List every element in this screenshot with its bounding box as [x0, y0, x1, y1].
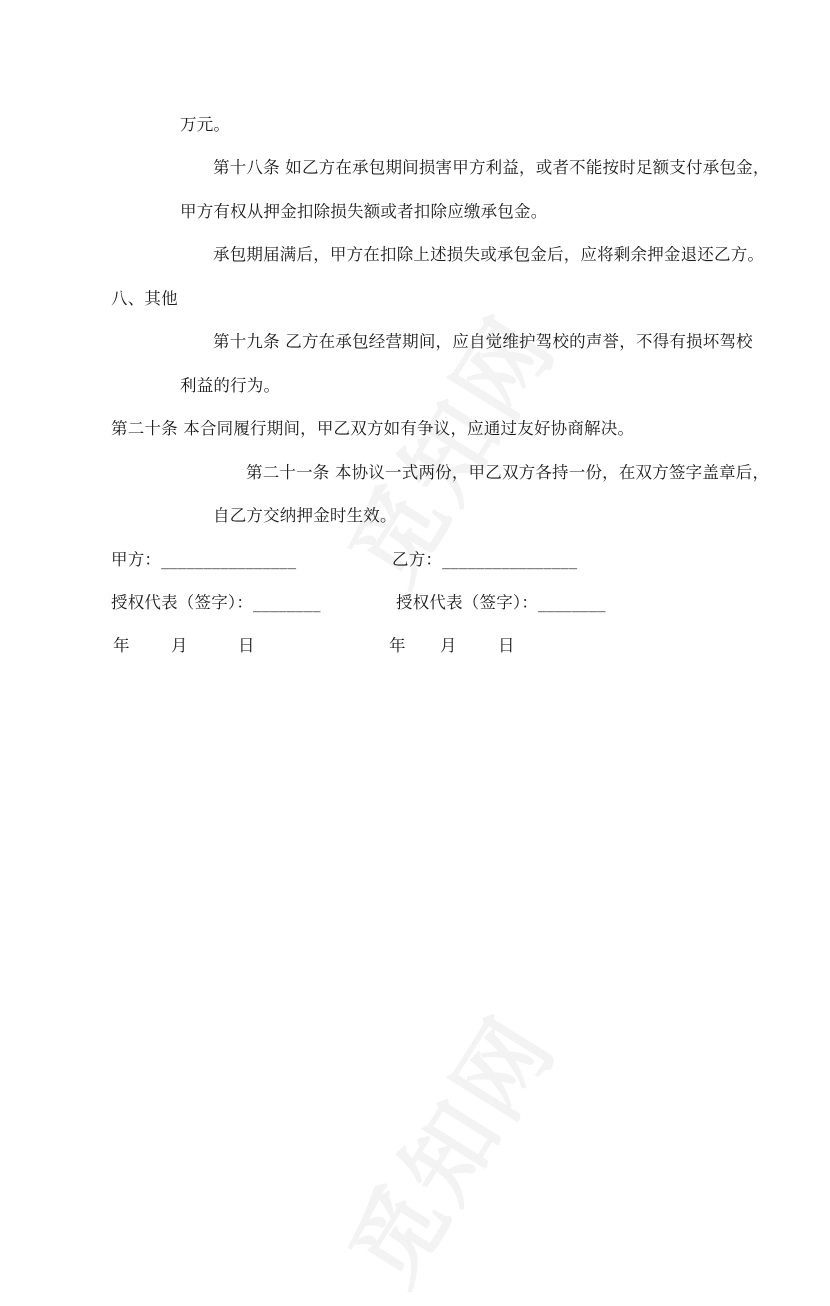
date-a-day: 日: [238, 636, 255, 655]
party-b-signature-field: 乙方：________________: [392, 550, 578, 569]
date-b-year: 年: [389, 636, 406, 655]
article-18-line-3: 承包期届满后，甲方在扣除上述损失或承包金后，应将剩余押金退还乙方。: [213, 245, 765, 264]
date-a-month: 月: [171, 636, 188, 655]
article-21-line-2: 自乙方交纳押金时生效。: [213, 506, 397, 525]
section-heading-other: 八、其他: [111, 289, 178, 308]
article-21-line-1: 第二十一条 本协议一式两份，甲乙双方各持一份，在双方签字盖章后，: [246, 463, 770, 482]
paragraph-line-1: 万元。: [180, 115, 231, 134]
article-19-line-1: 第十九条 乙方在承包经营期间，应自觉维护驾校的声誉，不得有损坏驾校: [213, 332, 753, 351]
date-b-day: 日: [498, 636, 515, 655]
rep-b-signature-field: 授权代表（签字）：________: [396, 593, 606, 612]
rep-a-signature-field: 授权代表（签字）：________: [111, 593, 321, 612]
date-b-month: 月: [440, 636, 457, 655]
article-18-line-2: 甲方有权从押金扣除损失额或者扣除应缴承包金。: [180, 202, 548, 221]
party-a-signature-field: 甲方：________________: [111, 550, 297, 569]
article-19-line-2: 利益的行为。: [180, 376, 281, 395]
watermark-bottom: [313, 986, 581, 1305]
article-18-line-1: 第十八条 如乙方在承包期间损害甲方利益，或者不能按时足额支付承包金，: [213, 158, 770, 177]
date-a-year: 年: [113, 636, 130, 655]
article-20: 第二十条 本合同履行期间，甲乙双方如有争议，应通过友好协商解决。: [111, 419, 635, 438]
